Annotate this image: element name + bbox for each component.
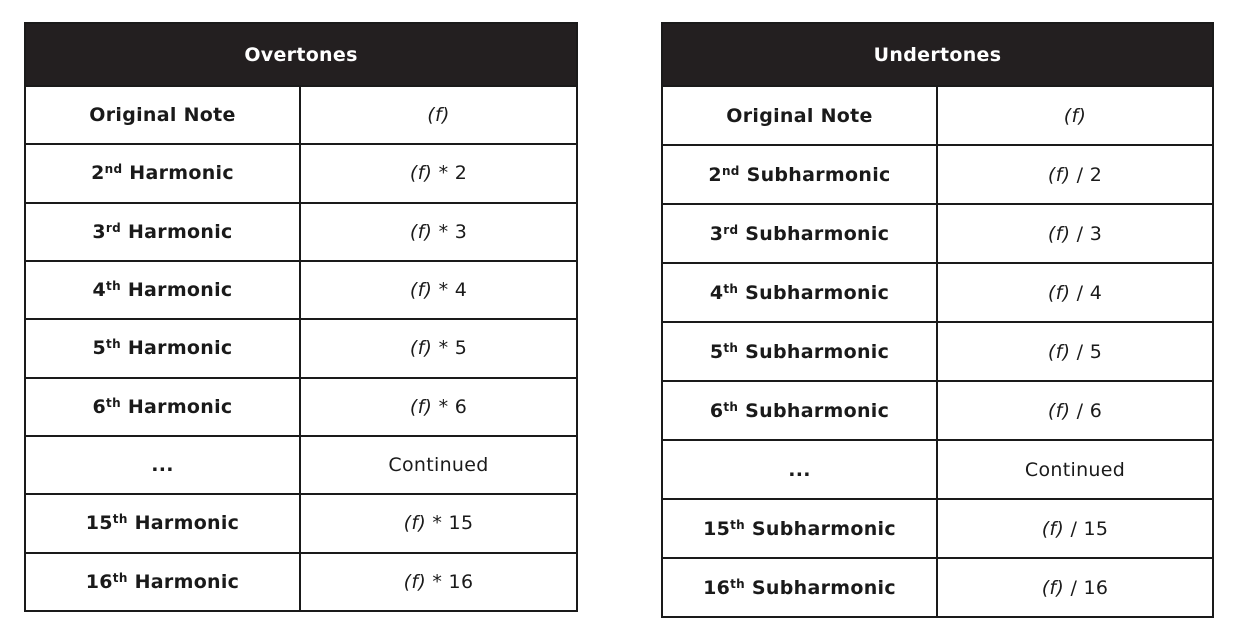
row-label: 3rd Harmonic (25, 203, 300, 261)
table-row (662, 86, 1213, 145)
row-label: 16th Subharmonic (662, 558, 937, 617)
row-label: 4th Subharmonic (662, 263, 937, 322)
table-row (25, 378, 577, 436)
table-row (25, 261, 577, 319)
overtones-header: Overtones (25, 23, 577, 86)
table-row (662, 322, 1213, 381)
row-label: 16th Harmonic (25, 553, 300, 611)
overtones-table (24, 22, 578, 612)
table-row (662, 558, 1213, 617)
row-label: Original Note (25, 86, 300, 144)
row-formula: (f) (300, 86, 577, 144)
row-formula: (f) * 3 (300, 203, 577, 261)
table-row (25, 494, 577, 552)
undertones-table (661, 22, 1214, 618)
row-formula: (f) / 5 (937, 322, 1213, 381)
table-row (662, 263, 1213, 322)
row-label: 2nd Subharmonic (662, 145, 937, 204)
row-formula: (f) / 15 (937, 499, 1213, 558)
row-label: 4th Harmonic (25, 261, 300, 319)
table-row (662, 145, 1213, 204)
row-label: 5th Harmonic (25, 319, 300, 377)
row-formula: (f) / 3 (937, 204, 1213, 263)
row-label: 5th Subharmonic (662, 322, 937, 381)
row-formula: (f) / 2 (937, 145, 1213, 204)
row-label: ... (662, 440, 937, 499)
row-label: 2nd Harmonic (25, 144, 300, 202)
table-row (662, 204, 1213, 263)
row-label: Original Note (662, 86, 937, 145)
row-formula: (f) / 6 (937, 381, 1213, 440)
row-label: 6th Subharmonic (662, 381, 937, 440)
row-formula: (f) (937, 86, 1213, 145)
table-row (662, 440, 1213, 499)
row-label: ... (25, 436, 300, 494)
row-formula: Continued (937, 440, 1213, 499)
undertones-header: Undertones (662, 23, 1213, 86)
table-row (25, 203, 577, 261)
row-formula: (f) / 16 (937, 558, 1213, 617)
row-formula: (f) * 16 (300, 553, 577, 611)
row-label: 3rd Subharmonic (662, 204, 937, 263)
row-label: 15th Subharmonic (662, 499, 937, 558)
table-row (25, 144, 577, 202)
table-row (25, 319, 577, 377)
row-formula: (f) * 2 (300, 144, 577, 202)
row-formula: (f) / 4 (937, 263, 1213, 322)
table-row (662, 381, 1213, 440)
row-formula: (f) * 6 (300, 378, 577, 436)
table-row (662, 499, 1213, 558)
row-formula: (f) * 5 (300, 319, 577, 377)
row-label: 6th Harmonic (25, 378, 300, 436)
table-row (25, 86, 577, 144)
table-row (25, 436, 577, 494)
row-formula: Continued (300, 436, 577, 494)
table-row (25, 553, 577, 611)
row-formula: (f) * 4 (300, 261, 577, 319)
row-label: 15th Harmonic (25, 494, 300, 552)
row-formula: (f) * 15 (300, 494, 577, 552)
